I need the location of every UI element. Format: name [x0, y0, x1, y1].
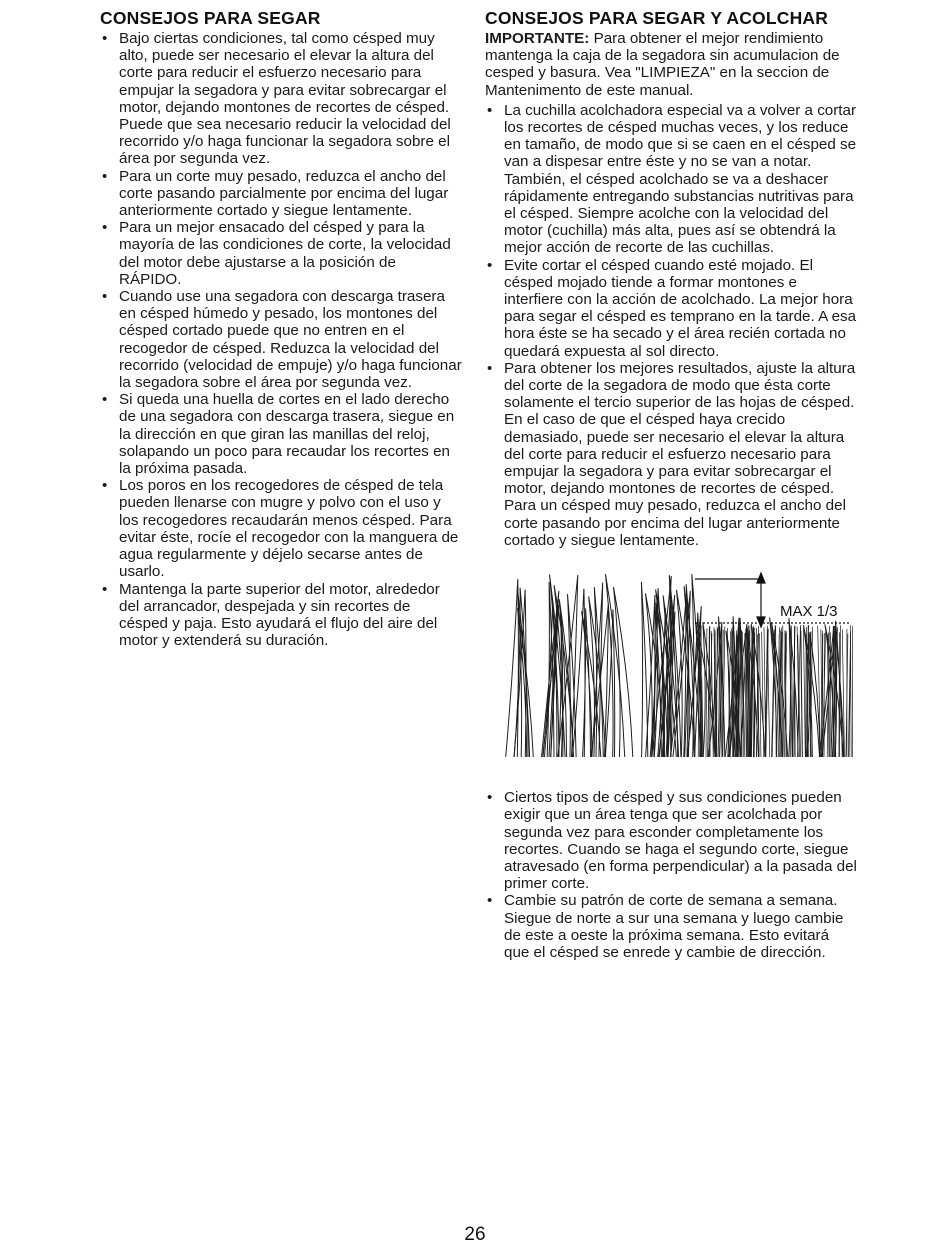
list-item: • Cambie su patrón de corte de semana a semana. Siegue de norte a sur una semana y luego cambie de este a oeste la próxima semana. Esto evitará que el césped se enrede y cambie de dirección.: [485, 892, 857, 961]
list-item: • La cuchilla acolchadora especial va a volver a cortar los recortes de césped muchas veces, y los reduce en tamaño, de modo que si se caen en el césped se van a dispesar entre éste y no se van a notar. También, el césped acolchado se va a deshacer rápidamente entregando substancias nutritivas para el césped. Siempre acolche con la velocidad del motor (cuchilla) más alta, pues así se obtendrá la mejor acción de recorte de las cuchillas.: [485, 102, 857, 257]
section-title-mowing-tips: CONSEJOS PARA SEGAR: [100, 8, 321, 28]
list-item: • Los poros en los recogedores de césped de tela pueden llenarse con mugre y polvo con el uso y los recogedores recaudarán menos césped. Para evitar éste, rocíe el recogedor con la manguera de agua regularmente y déjelo secarse antes de usarlo.: [100, 477, 462, 580]
list-item: • Para un corte muy pesado, reduzca el ancho del corte pasando parcialmente por encima del lugar anteriormente cortado y siegue lentamente.: [100, 168, 462, 220]
important-text: Para obtener el mejor rendimiento mantenga la caja de la segadora sin acumulacion de cesped y basura. Vea "LIMPIEZA" en la seccion de Mantenimento de este manual.: [485, 30, 840, 99]
mowing-tips-list: [100, 30, 462, 649]
important-note: [485, 30, 857, 99]
important-label: IMPORTANTE:: [485, 30, 590, 47]
mulching-tips-list-continued: [485, 789, 857, 961]
list-item: • Si queda una huella de cortes en el lado derecho de una segadora con descarga trasera, siegue en la dirección en que giran las manillas del reloj, solapando un poco para recaudar los recortes en la próxima pasada.: [100, 391, 462, 477]
grass-cut-height-illustration: [499, 567, 859, 759]
left-column: [100, 10, 462, 649]
section-title-mulching-tips: CONSEJOS PARA SEGAR Y ACOLCHAR: [485, 8, 829, 28]
max-one-third-label: MAX 1/3: [780, 603, 838, 621]
list-item: • Para obtener los mejores resultados, ajuste la altura del corte de la segadora de modo que ésta corte solamente el tercio superior de las hojas de césped. En el caso de que el césped haya crecido demasiado, puede ser necesario el elevar la altura del corte para reducir el esfuerzo necesario para empujar la segadora y para evitar sobrecargar el motor, dejando montones de recortes de césped. Para un césped muy pesado, reduzca el ancho del corte pasando por encima del lugar anteriormente cortado y siegue lentamente.: [485, 360, 857, 549]
list-item: • Mantenga la parte superior del motor, alrededor del arrancador, despejada y sin recortes de césped y paja. Esto ayudará el flujo del aire del motor y extenderá su duración.: [100, 581, 462, 650]
mulching-tips-list: [485, 102, 857, 549]
grass-drawing: [499, 567, 859, 759]
cut-grass-stroke: [717, 627, 718, 757]
right-column: [485, 10, 857, 961]
list-item: • Evite cortar el césped cuando esté mojado. El césped mojado tiende a formar montones e interfiere con la acción de acolchado. La mejor hora para segar el césped es temprano en la tarde. A esa hora éste se ha secado y el área recién cortada no quedará expuesta al sol directo.: [485, 257, 857, 360]
page-number: 26: [464, 1224, 486, 1245]
list-item: • Bajo ciertas condiciones, tal como césped muy alto, puede ser necesario el elevar la altura del corte para reducir el esfuerzo necesario para empujar la segadora y para evitar sobrecargar el motor, dejando montones de recortes de césped. Puede que sea necesario reducir la velocidad del recorrido y/o haga funcionar la segadora sobre el área por segunda vez.: [100, 30, 462, 168]
cut-grass-stroke: [804, 628, 806, 757]
list-item: • Ciertos tipos de césped y sus condiciones pueden exigir que un área tenga que ser acolchada por segunda vez para esconder completamente los recortes. Cuando se haga el segundo corte, siegue atravesado (en forma perpendicular) a la pasada del primer corte.: [485, 789, 857, 892]
list-item: • Cuando use una segadora con descarga trasera en césped húmedo y pesado, los montones del césped cortado puede que no entren en el recogedor de césped. Reduzca la velocidad del recorrido (velocidad de empuje) y/o haga funcionar la segadora sobre el área por segunda vez.: [100, 288, 462, 391]
cut-grass-stroke: [762, 632, 764, 757]
list-item: • Para un mejor ensacado del césped y para la mayoría de las condiciones de corte, la velocidad del motor debe ajustarse a la posición de RÁPIDO.: [100, 219, 462, 288]
